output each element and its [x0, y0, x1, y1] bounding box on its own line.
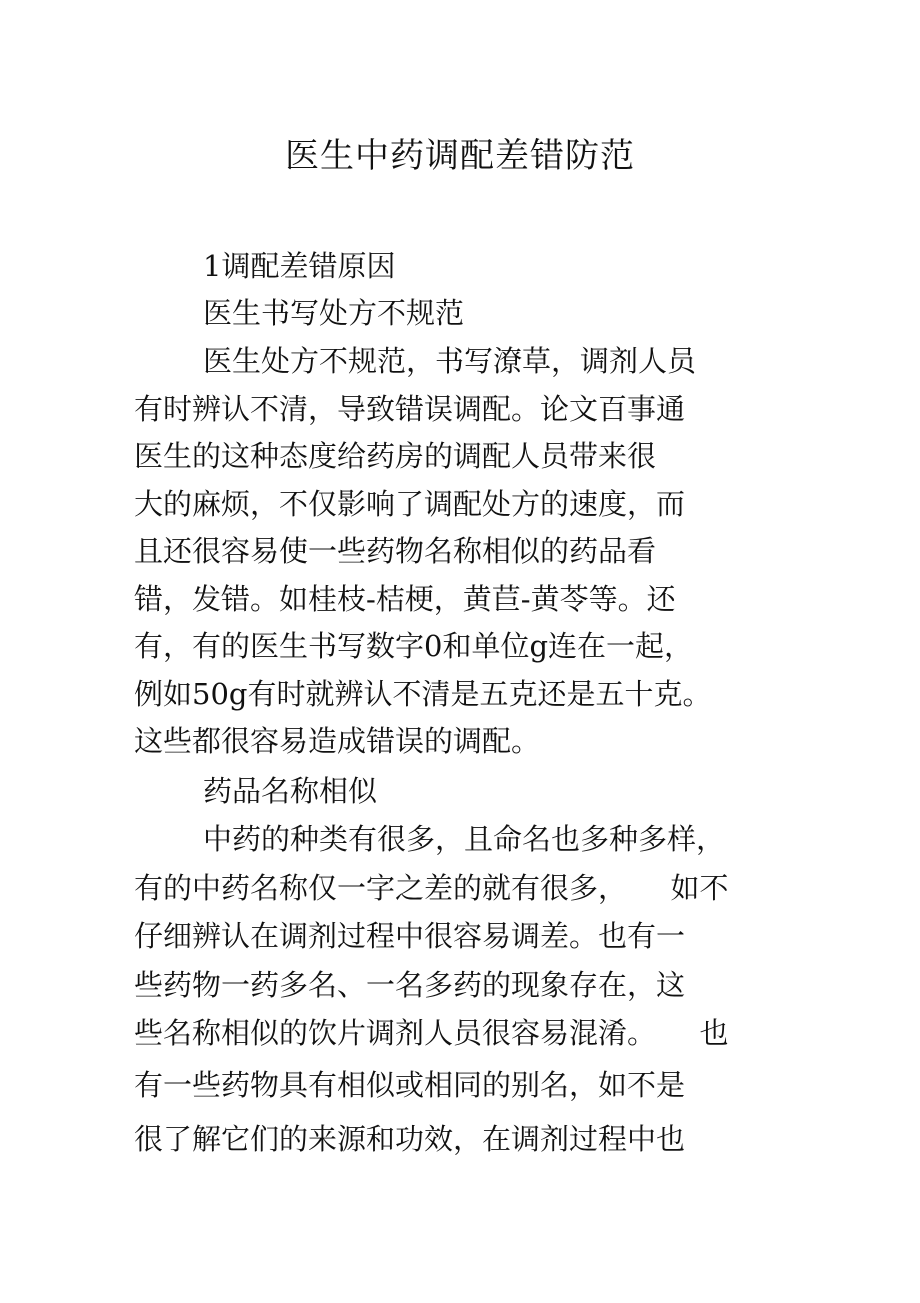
paragraph-line: 些药物一药多名、一名多药的现象存在，这 — [134, 968, 686, 1002]
paragraph-line: 很了解它们的来源和功效，在调剂过程中也 — [134, 1122, 686, 1156]
paragraph-line: 例如50g有时就辨认不清是五克还是五十克。 — [134, 677, 712, 711]
paragraph-line: 中药的种类有很多，且命名也多种多样， — [203, 822, 726, 856]
paragraph-line: 且还很容易使一些药物名称相似的药品看 — [134, 534, 657, 568]
subsection-heading: 药品名称相似 — [203, 774, 378, 808]
paragraph-line: 有，有的医生书写数字0和单位g连在一起， — [134, 629, 694, 663]
paragraph-line: 有一些药物具有相似或相同的别名，如不是 — [134, 1068, 686, 1102]
paragraph-line: 错，发错。如桂枝-桔梗，黄苣-黄苓等。还 — [134, 582, 676, 616]
paragraph-line: 大的麻烦，不仅影响了调配处方的速度，而 — [134, 487, 686, 521]
paragraph-line: 些名称相似的饮片调剂人员很容易混淆。 也 — [134, 1016, 729, 1050]
paragraph-line: 医生的这种态度给药房的调配人员带来很 — [134, 439, 657, 473]
paragraph-line: 仔细辨认在调剂过程中很容易调差。也有一 — [134, 919, 686, 953]
paragraph-line: 有时辨认不清，导致错误调配。论文百事通 — [134, 392, 686, 426]
paragraph-line: 医生处方不规范，书写潦草，调剂人员 — [203, 344, 697, 378]
paragraph-line: 有的中药名称仅一字之差的就有很多， 如不 — [134, 871, 729, 905]
section-heading: 1调配差错原因 — [203, 249, 396, 283]
paragraph-line: 这些都很容易造成错误的调配。 — [134, 724, 541, 758]
subsection-heading: 医生书写处方不规范 — [203, 296, 465, 330]
document-title: 医生中药调配差错防范 — [285, 136, 635, 176]
